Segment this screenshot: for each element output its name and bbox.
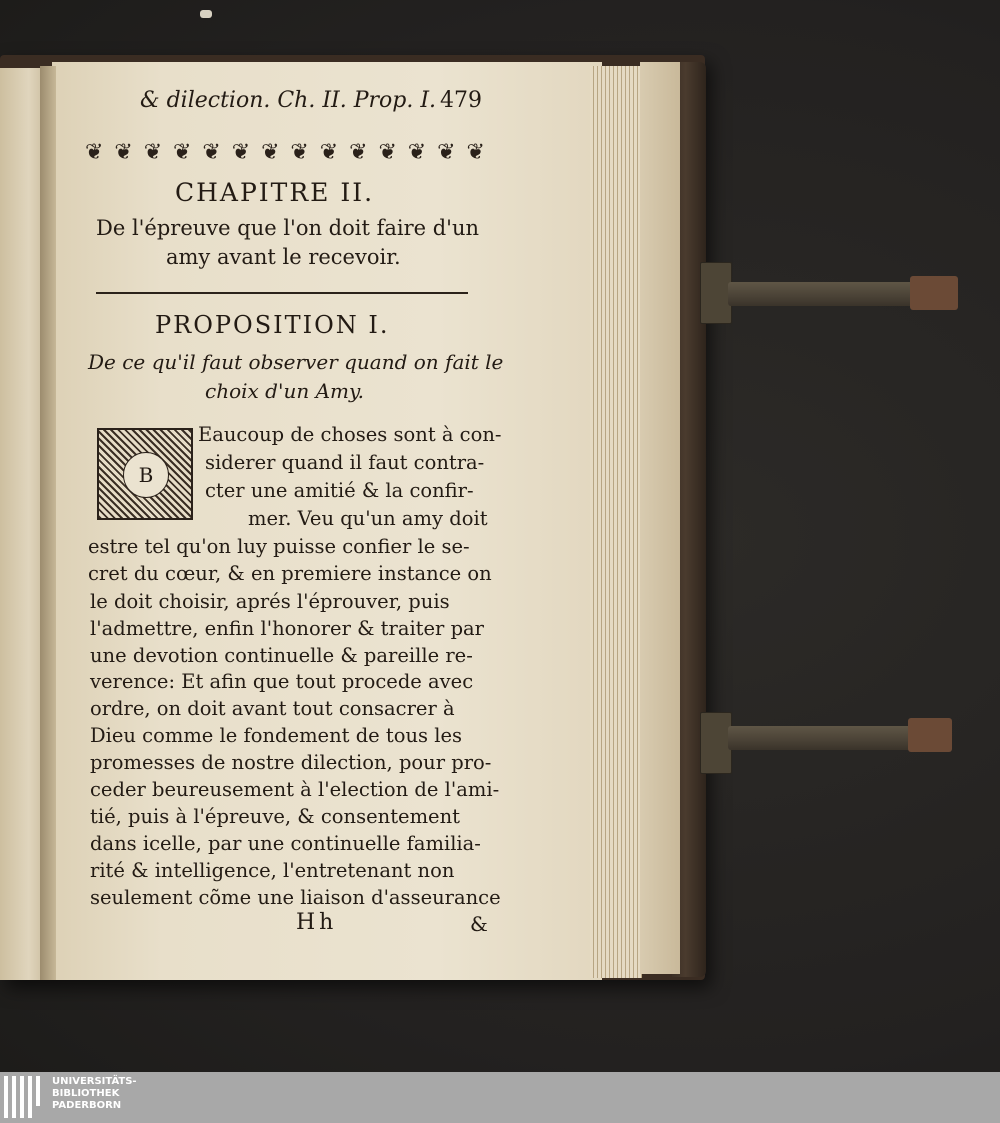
library-footer	[0, 1072, 1000, 1123]
chapter-subtitle-line: amy avant le recevoir.	[166, 245, 401, 269]
fleuron-ornament-icon: ❦	[114, 139, 133, 165]
lower-clasp	[698, 706, 954, 778]
fleuron-ornament-icon: ❦	[85, 139, 104, 165]
body-line: ceder beureusement à l'election de l'ami-	[90, 778, 500, 801]
fleuron-ornament-icon: ❦	[437, 139, 456, 165]
fleuron-ornament-icon: ❦	[202, 139, 221, 165]
horizontal-rule	[96, 292, 468, 294]
proposition-subtitle-line: choix d'un Amy.	[205, 379, 364, 403]
body-line: siderer quand il faut contra-	[205, 451, 485, 474]
fleuron-ornament-icon: ❦	[319, 139, 339, 165]
body-line: une devotion continuelle & pareille re-	[90, 644, 473, 667]
fleuron-ornament-icon: ❦	[143, 139, 163, 165]
library-name-line: PADERBORN	[52, 1100, 122, 1111]
body-line: seulement cõme une liaison d'asseurance	[90, 886, 501, 909]
decorated-initial	[97, 428, 193, 520]
flyleaf	[640, 62, 680, 974]
body-line: tié, puis à l'épreuve, & consentement	[90, 805, 460, 828]
body-line: cret du cœur, & en premiere instance on	[88, 562, 492, 585]
body-line: verence: Et afin que tout procede avec	[90, 670, 474, 693]
body-line: dans icelle, par une continuelle familia-	[90, 832, 481, 855]
fleuron-ornament-icon: ❦	[231, 139, 251, 165]
body-line: Dieu comme le fondement de tous les	[90, 724, 463, 747]
library-name-line: UNIVERSITÄTS-	[52, 1076, 137, 1087]
catchword: &	[470, 912, 488, 936]
body-line: ordre, on doit avant tout consacrer à	[90, 697, 455, 720]
fleuron-ornament-icon: ❦	[173, 139, 192, 165]
proposition-title: PROPOSITION I.	[155, 311, 390, 339]
fleuron-ornament-icon: ❦	[290, 139, 309, 165]
library-name-line: BIBLIOTHEK	[52, 1088, 120, 1099]
paper-speck	[200, 10, 212, 18]
ornament-band	[85, 138, 485, 166]
upper-clasp	[698, 258, 960, 338]
initial-letter: B	[123, 452, 169, 498]
chapter-title: CHAPITRE II.	[175, 178, 375, 207]
library-logo-icon	[4, 1076, 48, 1118]
chapter-subtitle-line: De l'épreuve que l'on doit faire d'un	[96, 216, 479, 240]
body-line: cter une amitié & la confir-	[205, 479, 474, 502]
proposition-subtitle-line: De ce qu'il faut observer quand on fait le	[88, 350, 504, 374]
body-line: l'admettre, enfin l'honorer & traiter par	[90, 617, 485, 640]
body-line: promesses de nostre dilection, pour pro-	[90, 751, 492, 774]
book-gutter	[40, 66, 56, 980]
running-head: & dilection. Ch. II. Prop. I.	[140, 88, 437, 113]
fleuron-ornament-icon: ❦	[349, 139, 368, 165]
signature-mark: Hh	[296, 910, 338, 935]
body-line: Eaucoup de choses sont à con-	[198, 423, 502, 446]
page-stack-edges	[590, 66, 642, 978]
fleuron-ornament-icon: ❦	[466, 139, 485, 165]
fleuron-ornament-icon: ❦	[407, 139, 427, 165]
body-line: estre tel qu'on luy puisse confier le se-	[88, 535, 470, 558]
fleuron-ornament-icon: ❦	[261, 139, 280, 165]
body-line: mer. Veu qu'un amy doit	[248, 507, 488, 530]
library-name	[52, 1076, 137, 1112]
body-line: le doit choisir, aprés l'éprouver, puis	[90, 590, 450, 613]
body-line: rité & intelligence, l'entretenant non	[90, 859, 455, 882]
page-number: 479	[440, 88, 482, 113]
fleuron-ornament-icon: ❦	[378, 139, 397, 165]
